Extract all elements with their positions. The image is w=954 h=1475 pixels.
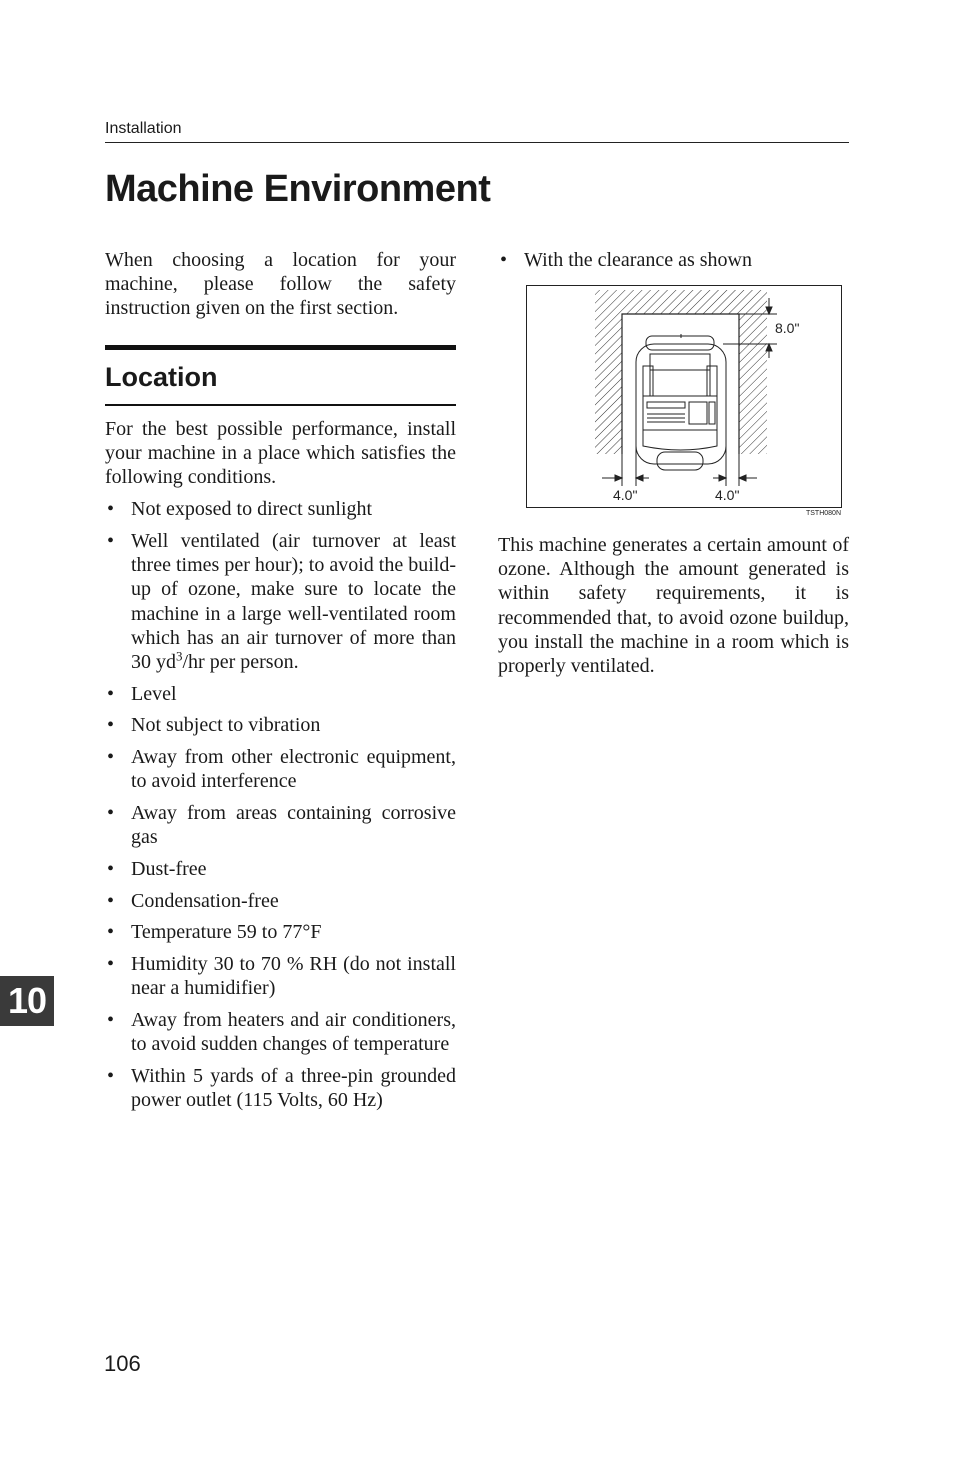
dimension-right-label: 4.0" (715, 487, 740, 503)
machine-illustration (636, 334, 726, 470)
dimension-back-label: 8.0" (775, 320, 800, 336)
clearance-diagram (526, 285, 842, 517)
list-item: • Not exposed to direct sunlight (107, 498, 373, 521)
list-item: • Away from heaters and air conditioners, to avoid sudden changes of temperature (107, 1008, 456, 1056)
list-item: • Level (107, 682, 177, 705)
list-item: • Humidity 30 to 70 % RH (do not install near a humidifier) (107, 952, 456, 1000)
right-column (498, 248, 849, 272)
chapter-tab: 10 (0, 976, 54, 1026)
section-heading-location: Location (105, 361, 218, 392)
running-header: Installation (105, 120, 182, 137)
conditions-list (105, 497, 456, 1112)
list-item: • Condensation-free (107, 889, 279, 912)
location-intro: For the best possible performance, install your machine in a place which satisfies the following conditions. (105, 417, 456, 489)
list-item: • Temperature 59 to 77°F (107, 921, 322, 944)
list-item: • Not subject to vibration (107, 714, 321, 737)
intro-paragraph: When choosing a location for your machine, please follow the safety instruction given on the first section. (105, 249, 456, 320)
dimension-sides (602, 436, 757, 486)
list-item: • Within 5 yards of a three-pin grounded power outlet (115 Volts, 60 Hz) (107, 1064, 456, 1111)
ozone-paragraph: This machine generates a certain amount of ozone. Although the amount generated is within safety requirements, it is recommended that, to avoid ozone buildup, you install the machine in a room which is properly ventilated. (498, 534, 849, 678)
page-title: Machine Environment (105, 168, 491, 210)
list-item: • Dust-free (107, 857, 207, 880)
section-rule-top (105, 345, 456, 350)
list-item: • Well ventilated (air turnover at least three times per hour); to avoid the build-up of ozone, make sure to locate the machine in a large well-ventilated room which has an air turnover of more than 30 $yd^3/hr$ per person. (107, 529, 456, 673)
list-item: • Away from areas containing corrosive gas (107, 801, 456, 849)
clearance-bullet: • With the clearance as shown (500, 249, 752, 271)
wall-hatching (595, 290, 767, 454)
superscript-3: 3 (176, 648, 183, 664)
left-column (105, 248, 456, 1120)
page-number: 106 (104, 1351, 141, 1376)
list-item: • Away from other electronic equipment, to avoid interference (107, 746, 456, 793)
header-rule (105, 142, 849, 143)
figure-code: TSTH080N (805, 510, 841, 517)
section-rule-bottom (105, 404, 456, 406)
dimension-left-label: 4.0" (613, 487, 638, 503)
